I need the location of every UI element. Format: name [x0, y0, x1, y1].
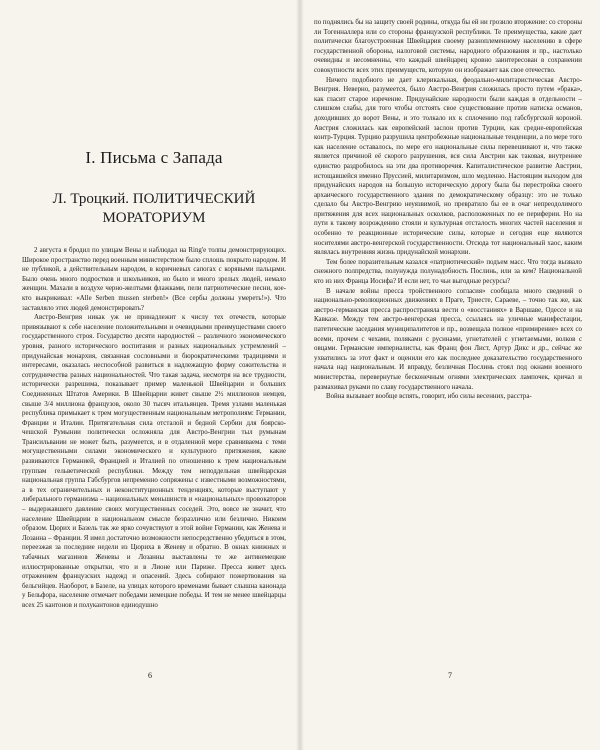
right-body-text [314, 18, 582, 402]
right-page [300, 0, 600, 750]
paragraph: Война вызывает вообще вспять, говорит, ибо силы весенних, расстра- [326, 393, 532, 401]
paragraph: 2 августа я бродил по улицам Вены и наблюдал на Ring'e толпы демонстрирующих. Широкое пространство перед военным министерством было сплошь покрыто народом. И не публикой, а действительным народом, в коричневых сапогах с корявыми пальцами. Было очень много подростков и школьников, но было и много зрелых людей, немало женщин. Махали в воздухе черно-желтыми флажками, пели патриотические песни, кое-кто выкрикивал: «Alle Serben mussen sterben!» (Все сербы должны умереть!»). Что заставляло этих людей демонстрировать? [22, 247, 286, 312]
section-title-line-1: Л. Троцкий. ПОЛИТИЧЕСКИЙ [52, 191, 256, 207]
paragraph: Ничего подобного не дает клерикальная, феодально-милитаристическая Австро-Венгрия. Неверно, разумеется, было Австро-Венгрия сложилась просто путем «брака», как гласит старое изречение. Придунайские народности были каждая в отдельности – слишком слабы, для того чтобы отстоять свое существование против натиска османов, доходивших до ворот Вены, и это толкало их к сплочению под габсбургской короной. Австрия сложилась как европейский заслон против Турции, как средне-европейская контр-Турция. Турцию разрушила центробежные национальные тенденции, а по мере того как население оставалось, по мере его национальные силы перевешивают и, что также является причиной её скорого разрушения, вся сила Австрии как таковая, внутреннее единство раздробилось на эти два противоречия. Капиталистическое развитие Австрии, истощавшейся именно Пруссией, милитаризмом, шло медленно. Настоящим выходом для придунайских народов на большую историческую дорогу была бы перестройка своего архаического государственного здания по демократическому образцу: это не только сделало бы Австро-Венгрию неуязвимой, но превратило бы ее в очаг непреодолимого притяжения для всех национальных осколков, расположенных по ее периферии. Но на пути к такому возрождению стояли и культурная отсталость многих частей населения и особенно те реакционные исторические силы, которые и сегодня еще являются носителями австро-венгерской государственности. Отсюда тот национальный хаос, каким являлась внутренняя жизнь придунайской монархии. [314, 76, 582, 257]
paragraph: по поднялись бы на защиту своей родины, откуда бы ей ни грозило вторжение: со стороны ли Тогенналлера или со стороны французской республики. Те преимущества, какие дает политически благоустроенная Швейцария своему разноплеменному населению в сфере государственной обороны, налоговой системы, народного образования и пр., настолько очевидны и несомненны, что каждый швейцарец кровно заинтересован в сохранении совокупности всех этих преимуществ, которую он изображает как свое отечество. [314, 19, 582, 74]
left-body-text [22, 246, 286, 611]
chapter-title: I. Письма с Запада [85, 148, 223, 167]
page-number-right: 7 [448, 671, 452, 680]
section-title-line-2: МОРАТОРИУМ [102, 210, 206, 226]
paragraph: В начале войны пресса тройственного согласия» сообщала много сведений о национально-революционных движениях в Праге, Триесте, Сараеве, – точно так же, как австро-германская пресса распространяла вести о «восстаниях» в Варшаве, Одессе и на Кавказе. Между тем австро-венгерская пресса, ссылаясь на уличные манифестации, патетические заседания муниципалитетов и пр., возвещала полное «примирение» всех со всеми, прочем с чехами, поляками с русинами, угнетателей с угнетаемыми, волков с овцами. Германские империалисты, как Франц фон Лист, Артур Дикс и др., сейчас же ухватились за этот факт и оценили его как последнее доказательство государственного начала над национальным. И вправду, безличная Послинь стоял под окнами военного министерства, перевернутые бесконечным огнями электрических лампочек, кричал и размахивал руками по славу государственного начала. [314, 287, 582, 391]
section-title [22, 190, 286, 228]
paragraph: Австро-Венгрия никак уж не принадлежит к числу тех отечеств, которые привязывают к себе население положительными и очевидными преимуществами своего государственного строя. Государство десяти народностей – различного экономического уровня, разного исторического воспитания и разных национальных устремлений – придунайская монархия, связанная сословными и бюрократическими традициями и интересами, оказалась неспособной развиться в надлежащую форму сожительства и сотрудничества разных национальностей. Что такая задача, несмотря на все трудности, исторически разрешима, показывает пример маленькой Швейцарии и больших Соединенных Штатов Америки. В Швейцарии живет свыше 2½ миллионов немцев, свыше 3/4 миллиона французов, около 30 тысяч итальянцев. Тремя узлами маленькая республика примыкает к трем могущественным национальным метрополиям: Германии, Франции и Италии. Притягательная сила отсталой и бедной Сербии для боярско-чешской Румынии политически осложняла для Австро-Венгрии тыл румынам Трансильвании не может быть, разумеется, и в отдаленной мере сравниваема с теми могущественными силами экономического и культурного притяжения, какие развиваются Германией, Францией и Италией по отношению к трем национальным группам гельветической республики. Между тем неподдельная швейцарская национальная группа Габсбургов непременно сопряжены с известными возможностями, а в тех ограничительных и неконституционных тенденциях, которые выступают у либерального германизма – национальных меньшинств и «национальных» провокаторов – выдержавшего давление своих могущественных соседей. Это, вовсе не значит, что население Швейцарии в национальном смысле безразлично или безлично. Никоим образом. Цюрих и Базель так же ярко сочувствуют в этой войне Германии, как Женева и Лозанна – Франции. Я имел достаточно возможности непосредственно убедиться в этом, переезжая за последние недели из Цюриха в Женеву и обратно. В окнах книжных и табачных магазинов Женевы и Лозанны выставлены те же антинемецкие иллюстрированные открытки, что и в Лионе или Париже. Пресса живет здесь отражением французских надежд и опасений. Здесь собирают пожертвования на бельгийцев. Наоборот, в Базеле, на улицах которого временами бывает слышна канонада у Бельфора, население отмечает победами немецкие победы. И тем не менее швейцарцы всех 25 кантонов и полукантонов единодушно [22, 314, 286, 609]
page-number-left: 6 [148, 671, 152, 680]
paragraph: Тем более поразительным казался «патриотический» подъем масс. Что тогда вызвало снежного полпредства, полунужда полунадобность Послинь, или за кем? Национальной кто из них Франца Иосифа? И если нет, то чьи выгодные ресурсы? [314, 258, 582, 286]
book-gutter [296, 0, 304, 750]
